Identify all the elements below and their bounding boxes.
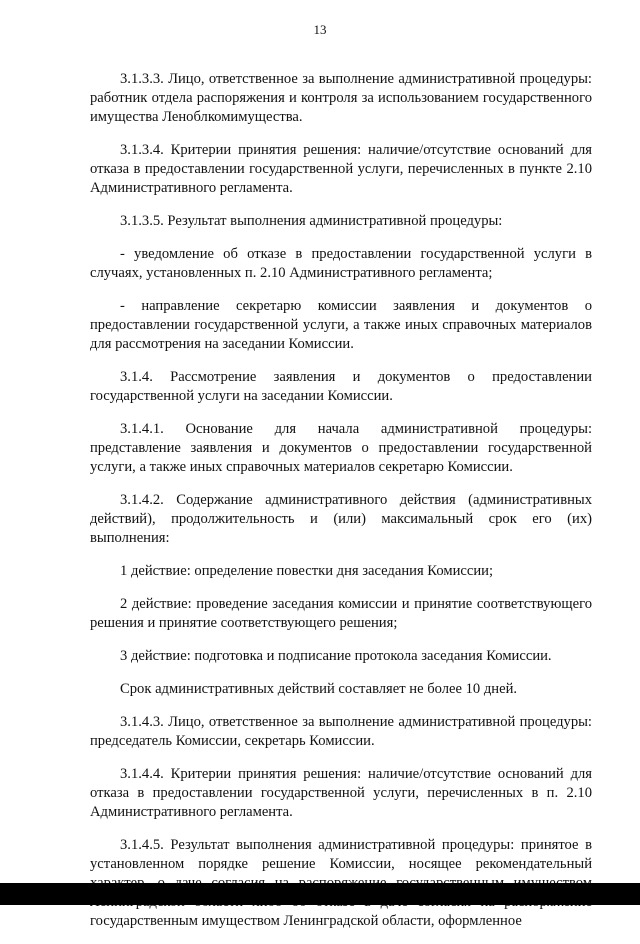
action-2: 2 действие: проведение заседания комиссии и принятие соответствующего решения и принятие соответствующего решения; bbox=[90, 596, 592, 631]
page-number: 13 bbox=[313, 22, 327, 37]
deadline-note: Срок административных действий составляет не более 10 дней. bbox=[120, 681, 518, 697]
paragraph-3-1-4: 3.1.4. Рассмотрение заявления и документов о предоставлении государственной услуги на заседании Комиссии. bbox=[90, 369, 592, 404]
paragraph-3-1-3-4: 3.1.3.4. Критерии принятия решения: наличие/отсутствие оснований для отказа в предоставлении государственной услуги, перечисленных в пункте 2.10 Административного регламента. bbox=[90, 142, 592, 196]
paragraph-3-1-4-2: 3.1.4.2. Содержание административного действия (административных действий), продолжительность и (или) максимальный срок его (их) выполнения: bbox=[90, 492, 592, 546]
paragraph-3-1-4-5: 3.1.4.5. Результат выполнения административной процедуры: принятое в установленном порядке решение Комиссии, носящее рекомендательный государственным имуществом Ленинградской области, оформленное bbox=[90, 837, 592, 929]
action-1: 1 действие: определение повестки дня заседания Комиссии; bbox=[120, 563, 494, 579]
scan-bottom-border bbox=[0, 883, 640, 905]
paragraph-3-1-3-3: 3.1.3.3. Лицо, ответственное за выполнение административной процедуры: работник отдела распоряжения и контроля за использованием государственного имущества Леноблкомимущества. bbox=[90, 71, 592, 125]
list-item-notification: - уведомление об отказе в предоставлении государственной услуги в случаях, установленных п. 2.10 Административного регламента; bbox=[90, 246, 592, 281]
action-3: 3 действие: подготовка и подписание протокола заседания Комиссии. bbox=[120, 648, 552, 664]
document-body bbox=[90, 70, 592, 944]
paragraph-3-1-3-5: 3.1.3.5. Результат выполнения административной процедуры: bbox=[120, 213, 503, 229]
paragraph-3-1-4-3: 3.1.4.3. Лицо, ответственное за выполнение административной процедуры: председатель Комиссии, секретарь Комиссии. bbox=[90, 714, 592, 749]
list-item-forwarding: - направление секретарю комиссии заявления и документов о предоставлении государственной услуги, а также иных справочных материалов для рассмотрения на заседании Комиссии. bbox=[90, 298, 592, 352]
paragraph-3-1-4-4: 3.1.4.4. Критерии принятия решения: наличие/отсутствие оснований для отказа в предоставлении государственной услуги, перечисленных в п. 2.10 Административного регламента. bbox=[90, 766, 592, 820]
paragraph-3-1-4-1: 3.1.4.1. Основание для начала административной процедуры: представление заявления и документов о предоставлении государственной услуги, а также иных справочных материалов секретарю Комиссии. bbox=[90, 421, 592, 475]
